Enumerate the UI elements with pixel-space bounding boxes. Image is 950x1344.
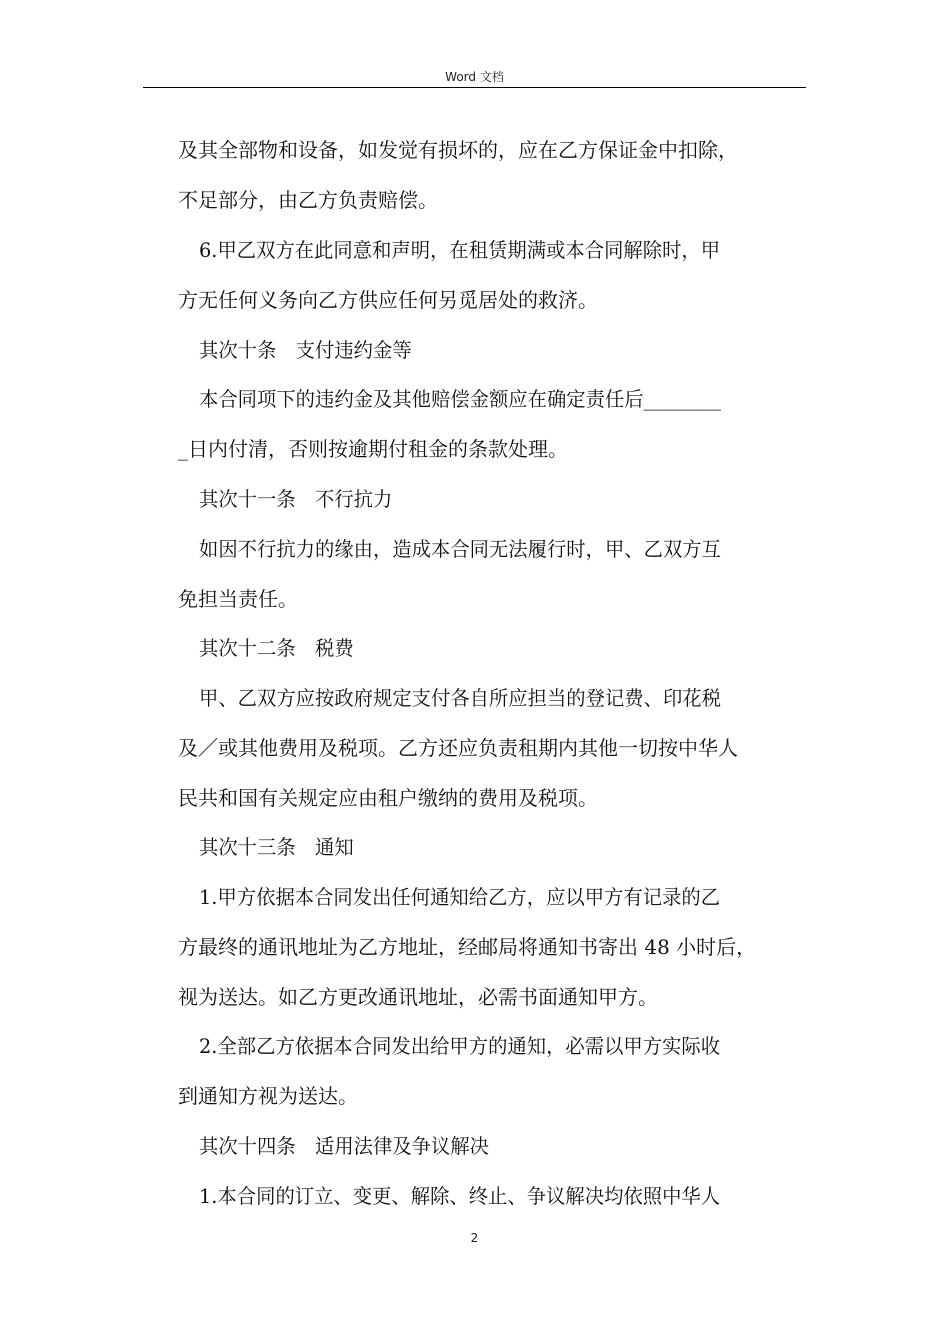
body-text-line: _日内付清，否则按逾期付租金的条款处理。 [178,437,568,461]
body-text-line: 本合同项下的违约金及其他赔偿金额应在确定责任后________ [199,387,721,411]
body-text-line: 1.甲方依据本合同发出任何通知给乙方，应以甲方有记录的乙 [199,885,721,909]
section-heading: 其次十条 支付违约金等 [199,338,412,362]
body-text-line: 到通知方视为送达。 [178,1084,358,1108]
body-text-line: 视为送达。如乙方更改通讯地址，必需书面通知甲方。 [178,985,658,1009]
body-text-line: 不足部分，由乙方负责赔偿。 [178,188,438,212]
body-text-line: 6.甲乙双方在此同意和声明，在租赁期满或本合同解除时，甲 [199,238,721,262]
page-header-title: Word 文档 [445,70,504,84]
body-text-line: 及其全部物和设备，如发觉有损坏的，应在乙方保证金中扣除， [178,138,738,162]
body-text-line: 1.本合同的订立、变更、解除、终止、争议解决均依照中华人 [199,1184,721,1208]
section-heading: 其次十四条 适用法律及争议解决 [199,1134,489,1158]
header-divider [143,87,806,88]
body-text-line: 及／或其他费用及税项。乙方还应负责租期内其他一切按中华人 [178,736,738,760]
page-number: 2 [470,1231,479,1245]
body-text-line: 如因不行抗力的缘由，造成本合同无法履行时，甲、乙双方互 [199,537,721,561]
body-text-line: 方无任何义务向乙方供应任何另觅居处的救济。 [178,288,598,312]
section-heading: 其次十一条 不行抗力 [199,487,393,511]
body-text-line: 免担当责任。 [178,587,298,611]
body-text-line: 2.全部乙方依据本合同发出给甲方的通知，必需以甲方实际收 [199,1034,721,1058]
body-text-line: 民共和国有关规定应由租户缴纳的费用及税项。 [178,786,598,810]
body-text-line: 甲、乙双方应按政府规定支付各自所应担当的登记费、印花税 [199,686,721,710]
section-heading: 其次十二条 税费 [199,636,354,660]
body-text-line: 方最终的通讯地址为乙方地址，经邮局将通知书寄出 48 小时后， [178,935,757,959]
section-heading: 其次十三条 通知 [199,835,354,859]
